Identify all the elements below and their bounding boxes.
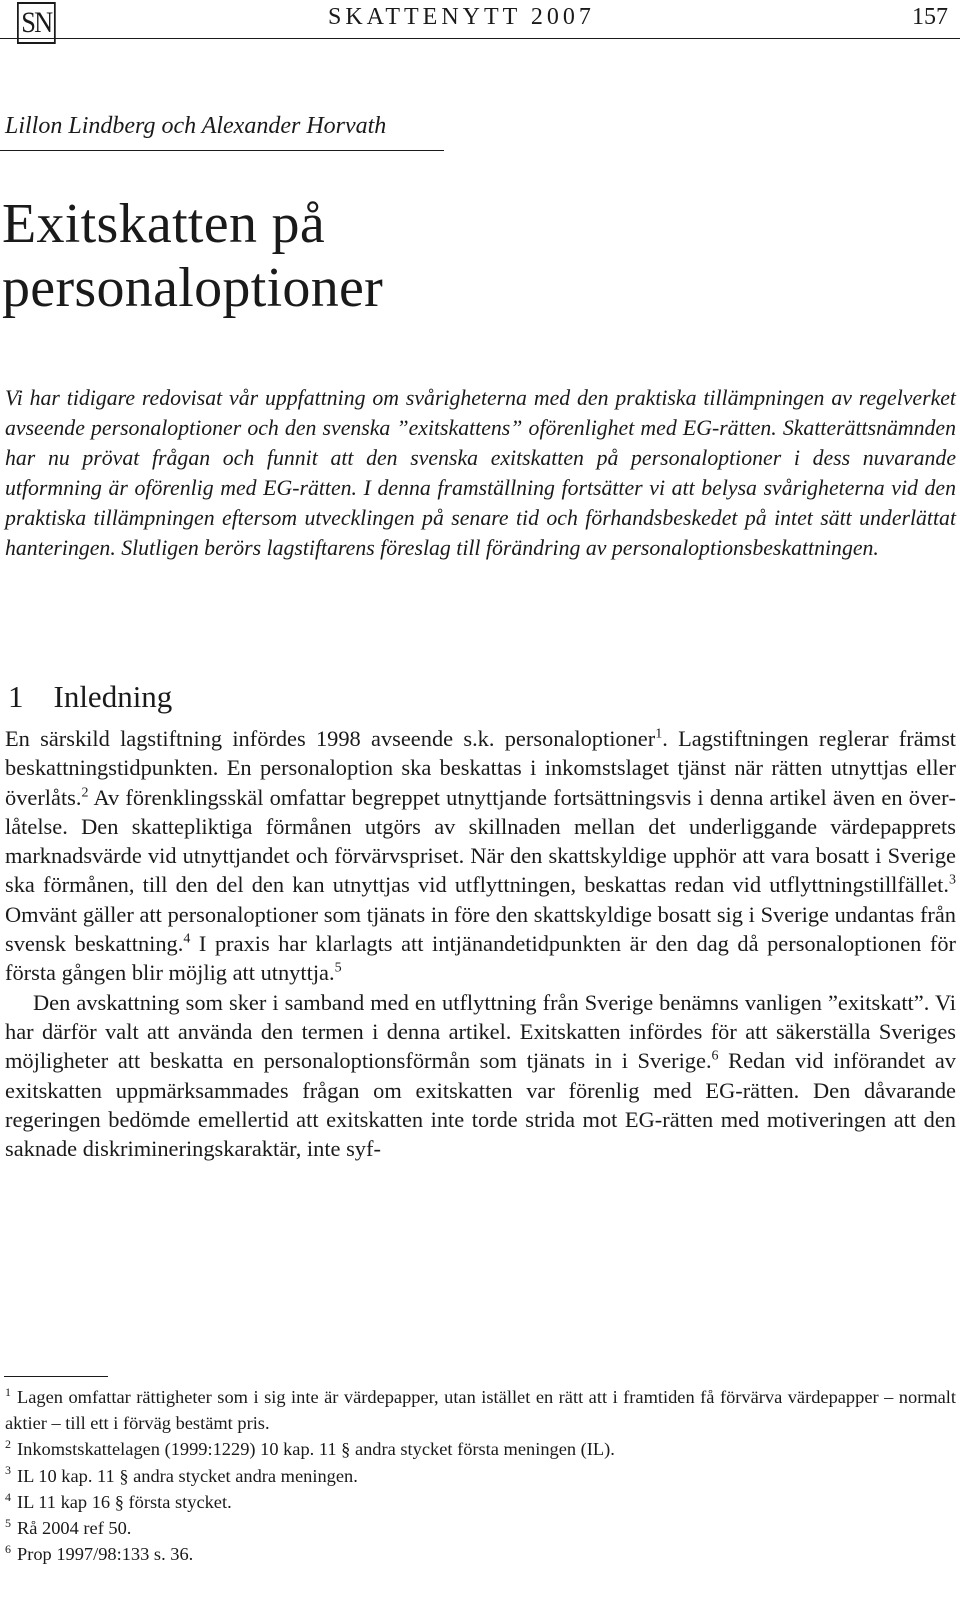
text-run: Redan vid införandet av exitskatten uppmärksammades frågan om exitskatten var förenlig med EG-rätten. Den dåvarande regeringen bedömde emellertid att exitskatten inte torde strida mot EG-rätten med motiveringen att den saknade diskrimineringskaraktär, inte syf- [5,1048,956,1162]
footnote-ref[interactable]: 2 [81,785,89,801]
footnote-ref[interactable]: 6 [711,1048,719,1064]
footnotes [5,1384,956,1567]
running-header [0,0,960,48]
page-number: 157 [904,4,948,31]
footnote-text: IL 11 kap 16 § första stycket. [17,1491,232,1512]
footnote-ref[interactable]: 5 [334,960,342,976]
body-text [5,724,956,1163]
footnote [5,1541,956,1567]
article-title [2,192,702,320]
footnote-rule [4,1376,108,1377]
footnote [5,1436,956,1462]
footnote-number: 2 [5,1437,11,1452]
text-run: Den avskattning som sker i samband med en utflyttning från Sverige benämns vanligen ”exitskatt”. Vi har därför valt att använda den termen i denna artikel. Exitskatten infördes för att säkerställa Sveriges möjligheter att beskatta en personaloptionsförmån som tjänats in i Sverige. [5,989,956,1074]
journal-name: SKATTENYTT 2007 [322,4,601,31]
text-run: Omvänt gäller att personaloptioner som tjänats in före den skattskyldige bosatt sig i Sverige undantas från svensk beskattning. [5,901,956,957]
header-rule [0,38,960,39]
footnote-ref[interactable]: 3 [949,873,956,889]
footnote [5,1515,956,1541]
article-abstract: Vi har tidigare redovisat vår uppfattning om svårigheterna med den praktiska tillämpningen av regelverket avseende personaloptioner och den svenska ”exitskattens” oförenlighet med EG-rätten. Skatterättsnämnden har nu prövat frågan och funnit att den svenska exitskatten på personaloptioner i dess nuvarande utformning är oförenlig med EG-rätten. I denna framställning fortsätter vi att belysa svårigheterna vid den praktiska tillämpningen eftersom utvecklingen på senare tid och förhandsbeskedet på intet sätt underlättat hanteringen. Slutligen berörs lagstiftarens föreslag till förändring av personaloptionsbeskattningen. [5,386,956,560]
article-authors: Lillon Lindberg och Alexander Horvath [5,113,387,139]
footnote [5,1489,956,1515]
footnote-number: 5 [5,1515,11,1530]
body-paragraph-1 [5,724,956,988]
section-title: Inledning [53,679,173,714]
title-line-2: personaloptioner [2,257,384,319]
footnote [5,1384,956,1436]
journal-logo: SN [17,2,56,44]
footnote-number: 4 [5,1489,11,1504]
footnote-ref[interactable]: 1 [655,726,663,742]
text-run: . Lagstiftningen reglerar främst beskattningstidpunkten. En personaloption ska beskattas i inkomstslaget tjänst när rätten utnyttjas eller överlåts. [5,726,956,810]
footnote-ref[interactable]: 4 [183,931,191,947]
text-run: Av förenklingsskäl omfattar begreppet utnyttjande fortsättningsvis i denna artikel även en överlåtelse. Den skattepliktiga förmånen utgörs av skillnaden mellan det underliggande värdepapprets marknadsvärde vid utnyttjandet och förvärvspriset. När den skattskyldige upphör att vara bosatt i Sverige ska förmånen, till den del den kan utnyttjas vid utflyttningen, beskattas redan vid utflyttningstillfället. [5,784,956,898]
text-run: En särskild lagstiftning infördes 1998 avseende s.k. personaloptioner [5,726,656,751]
footnote [5,1463,956,1489]
footnote-text: Lagen omfattar rättigheter som i sig inte är värdepapper, utan istället en rätt att i framtiden få förvärva värdepapper – normalt aktier – till ett i förväg bestämt pris. [5,1387,956,1434]
footnote-number: 6 [5,1542,11,1557]
footnote-text: Rå 2004 ref 50. [17,1518,132,1539]
footnote-text: Inkomstskattelagen (1999:1229) 10 kap. 11 § andra stycket första meningen (IL). [17,1439,615,1460]
footnote-number: 1 [5,1384,11,1399]
footnote-number: 3 [5,1463,11,1478]
footnote-text: Prop 1997/98:133 s. 36. [17,1544,194,1565]
section-heading [8,679,172,715]
title-line-1: Exitskatten på [2,193,326,255]
authors-rule [0,150,444,151]
footnote-text: IL 10 kap. 11 § andra stycket andra meningen. [17,1465,358,1486]
body-paragraph-2 [5,988,956,1164]
text-run: I praxis har klarlagts att intjänandetidpunkten är den dag då personaloptionen för första gången blir möjlig att utnyttja. [5,931,956,986]
section-number: 1 [8,679,24,714]
